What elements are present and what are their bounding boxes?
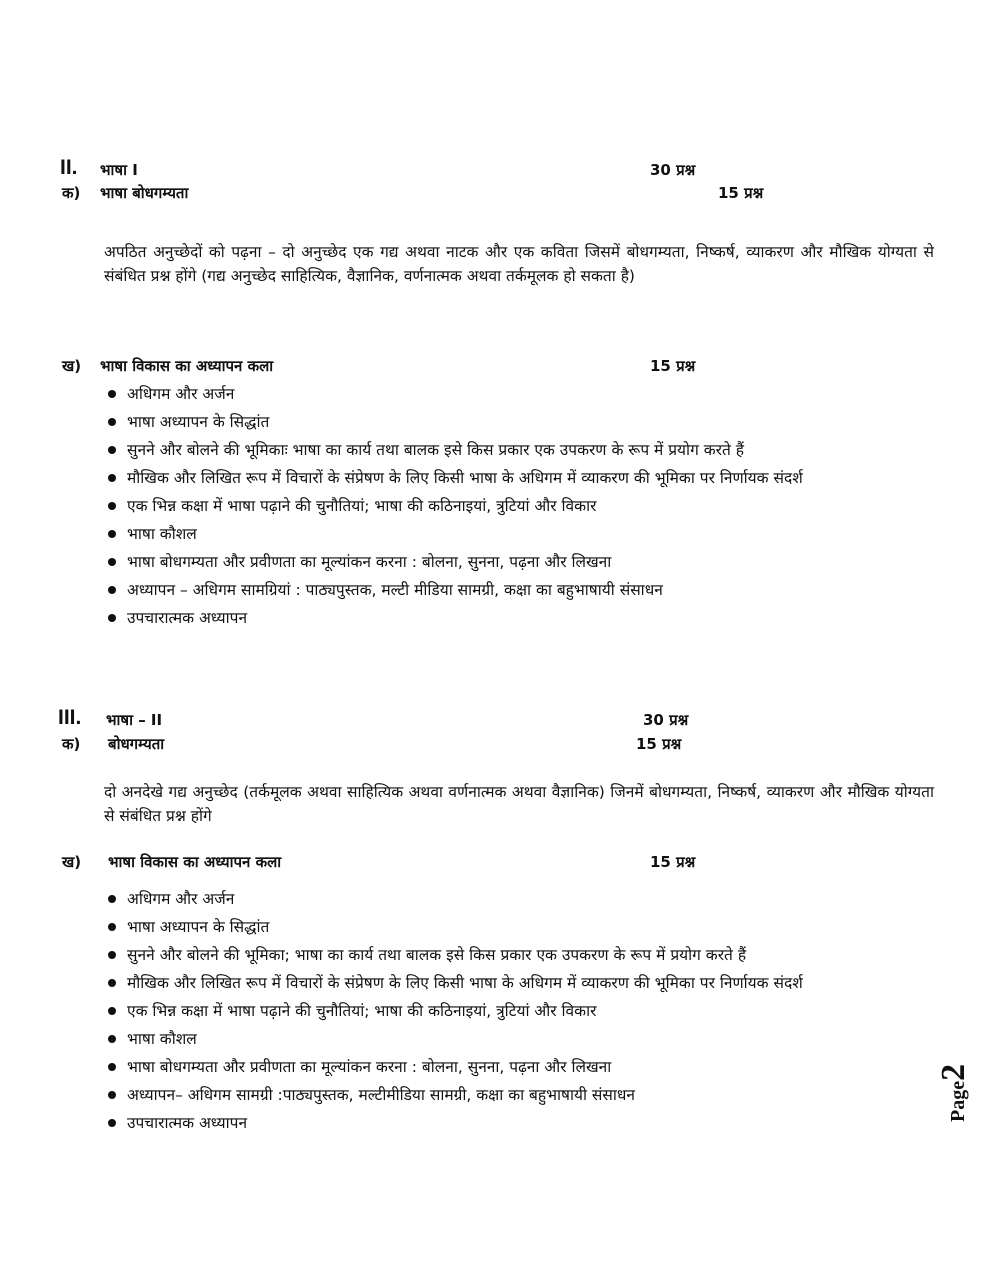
section-3b-count: 15 प्रश्न bbox=[650, 853, 696, 871]
page-number-marker bbox=[935, 1064, 973, 1122]
list-item: भाषा बोधगम्यता और प्रवीणता का मूल्यांकन करना : बोलना, सुनना, पढ़ना और लिखना bbox=[106, 551, 866, 573]
section-3b-list bbox=[106, 888, 866, 1140]
section-2b-count: 15 प्रश्न bbox=[650, 357, 696, 375]
section-3b-title: भाषा विकास का अध्यापन कला bbox=[108, 853, 282, 871]
list-item: अध्यापन – अधिगम सामग्रियां : पाठ्यपुस्तक, मल्टी मीडिया सामग्री, कक्षा का बहुभाषायी संसाधन bbox=[106, 579, 866, 601]
section-3-numeral: III. bbox=[58, 706, 82, 729]
list-item: एक भिन्न कक्षा में भाषा पढ़ाने की चुनौतियां; भाषा की कठिनाइयां, त्रुटियां और विकार bbox=[106, 495, 866, 517]
section-2b-list bbox=[106, 383, 866, 635]
list-item: उपचारात्मक अध्यापन bbox=[106, 1112, 866, 1134]
page-number: 2 bbox=[935, 1063, 972, 1081]
section-2a-count: 15 प्रश्न bbox=[718, 184, 764, 202]
list-item: भाषा अध्यापन के सिद्धांत bbox=[106, 916, 866, 938]
list-item: एक भिन्न कक्षा में भाषा पढ़ाने की चुनौतियां; भाषा की कठिनाइयां, त्रुटियां और विकार bbox=[106, 1000, 866, 1022]
list-item: अधिगम और अर्जन bbox=[106, 383, 866, 405]
section-2-title: भाषा I bbox=[100, 161, 138, 179]
list-item: अध्यापन– अधिगम सामग्री :पाठ्यपुस्तक, मल्टीमीडिया सामग्री, कक्षा का बहुभाषायी संसाधन bbox=[106, 1084, 866, 1106]
section-3b-marker: ख) bbox=[62, 853, 82, 871]
list-item: सुनने और बोलने की भूमिका; भाषा का कार्य तथा बालक इसे किस प्रकार एक उपकरण के रूप में प्रयोग करते हैं bbox=[106, 944, 866, 966]
list-item: उपचारात्मक अध्यापन bbox=[106, 607, 866, 629]
section-3a-marker: क) bbox=[62, 735, 81, 753]
section-2b-title: भाषा विकास का अध्यापन कला bbox=[100, 357, 274, 375]
list-item: भाषा बोधगम्यता और प्रवीणता का मूल्यांकन करना : बोलना, सुनना, पढ़ना और लिखना bbox=[106, 1056, 866, 1078]
section-2a-paragraph: अपठित अनुच्छेदों को पढ़ना – दो अनुच्छेद एक गद्य अथवा नाटक और एक कविता जिसमें बोधगम्यता, निष्कर्ष, व्याकरण और मौखिक योग्यता से संबंधित प्रश्न होंगे (गद्य अनुच्छेद साहित्यिक, वैज्ञानिक, वर्णनात्मक अथवा तर्कमूलक हो सकता है) bbox=[104, 243, 934, 285]
page-label: Page bbox=[947, 1080, 969, 1122]
section-3a-title: बोधगम्यता bbox=[108, 735, 165, 753]
list-item: मौखिक और लिखित रूप में विचारों के संप्रेषण के लिए किसी भाषा के अधिगम में व्याकरण की भूमिका पर निर्णायक संदर्श bbox=[106, 972, 866, 994]
list-item: अधिगम और अर्जन bbox=[106, 888, 866, 910]
list-item: मौखिक और लिखित रूप में विचारों के संप्रेषण के लिए किसी भाषा के अधिगम में व्याकरण की भूमिका पर निर्णायक संदर्श bbox=[106, 467, 866, 489]
section-3-title: भाषा – II bbox=[106, 711, 163, 729]
section-2b-marker: ख) bbox=[62, 357, 82, 375]
list-item: भाषा कौशल bbox=[106, 523, 866, 545]
list-item: सुनने और बोलने की भूमिकाः भाषा का कार्य तथा बालक इसे किस प्रकार एक उपकरण के रूप में प्रयोग करते हैं bbox=[106, 439, 866, 461]
section-3a-count: 15 प्रश्न bbox=[636, 735, 682, 753]
section-2a-title: भाषा बोधगम्यता bbox=[100, 184, 189, 202]
list-item: भाषा कौशल bbox=[106, 1028, 866, 1050]
section-2-count: 30 प्रश्न bbox=[650, 161, 696, 179]
section-2a-marker: क) bbox=[62, 184, 81, 202]
section-2-numeral: II. bbox=[60, 156, 78, 179]
section-3-count: 30 प्रश्न bbox=[643, 711, 689, 729]
list-item: भाषा अध्यापन के सिद्धांत bbox=[106, 411, 866, 433]
section-3a-paragraph: दो अनदेखे गद्य अनुच्छेद (तर्कमूलक अथवा साहित्यिक अथवा वर्णनात्मक अथवा वैज्ञानिक) जिनमें बोधगम्यता, निष्कर्ष, व्याकरण और मौखिक योग्यता से संबंधित प्रश्न होंगे bbox=[104, 783, 934, 825]
